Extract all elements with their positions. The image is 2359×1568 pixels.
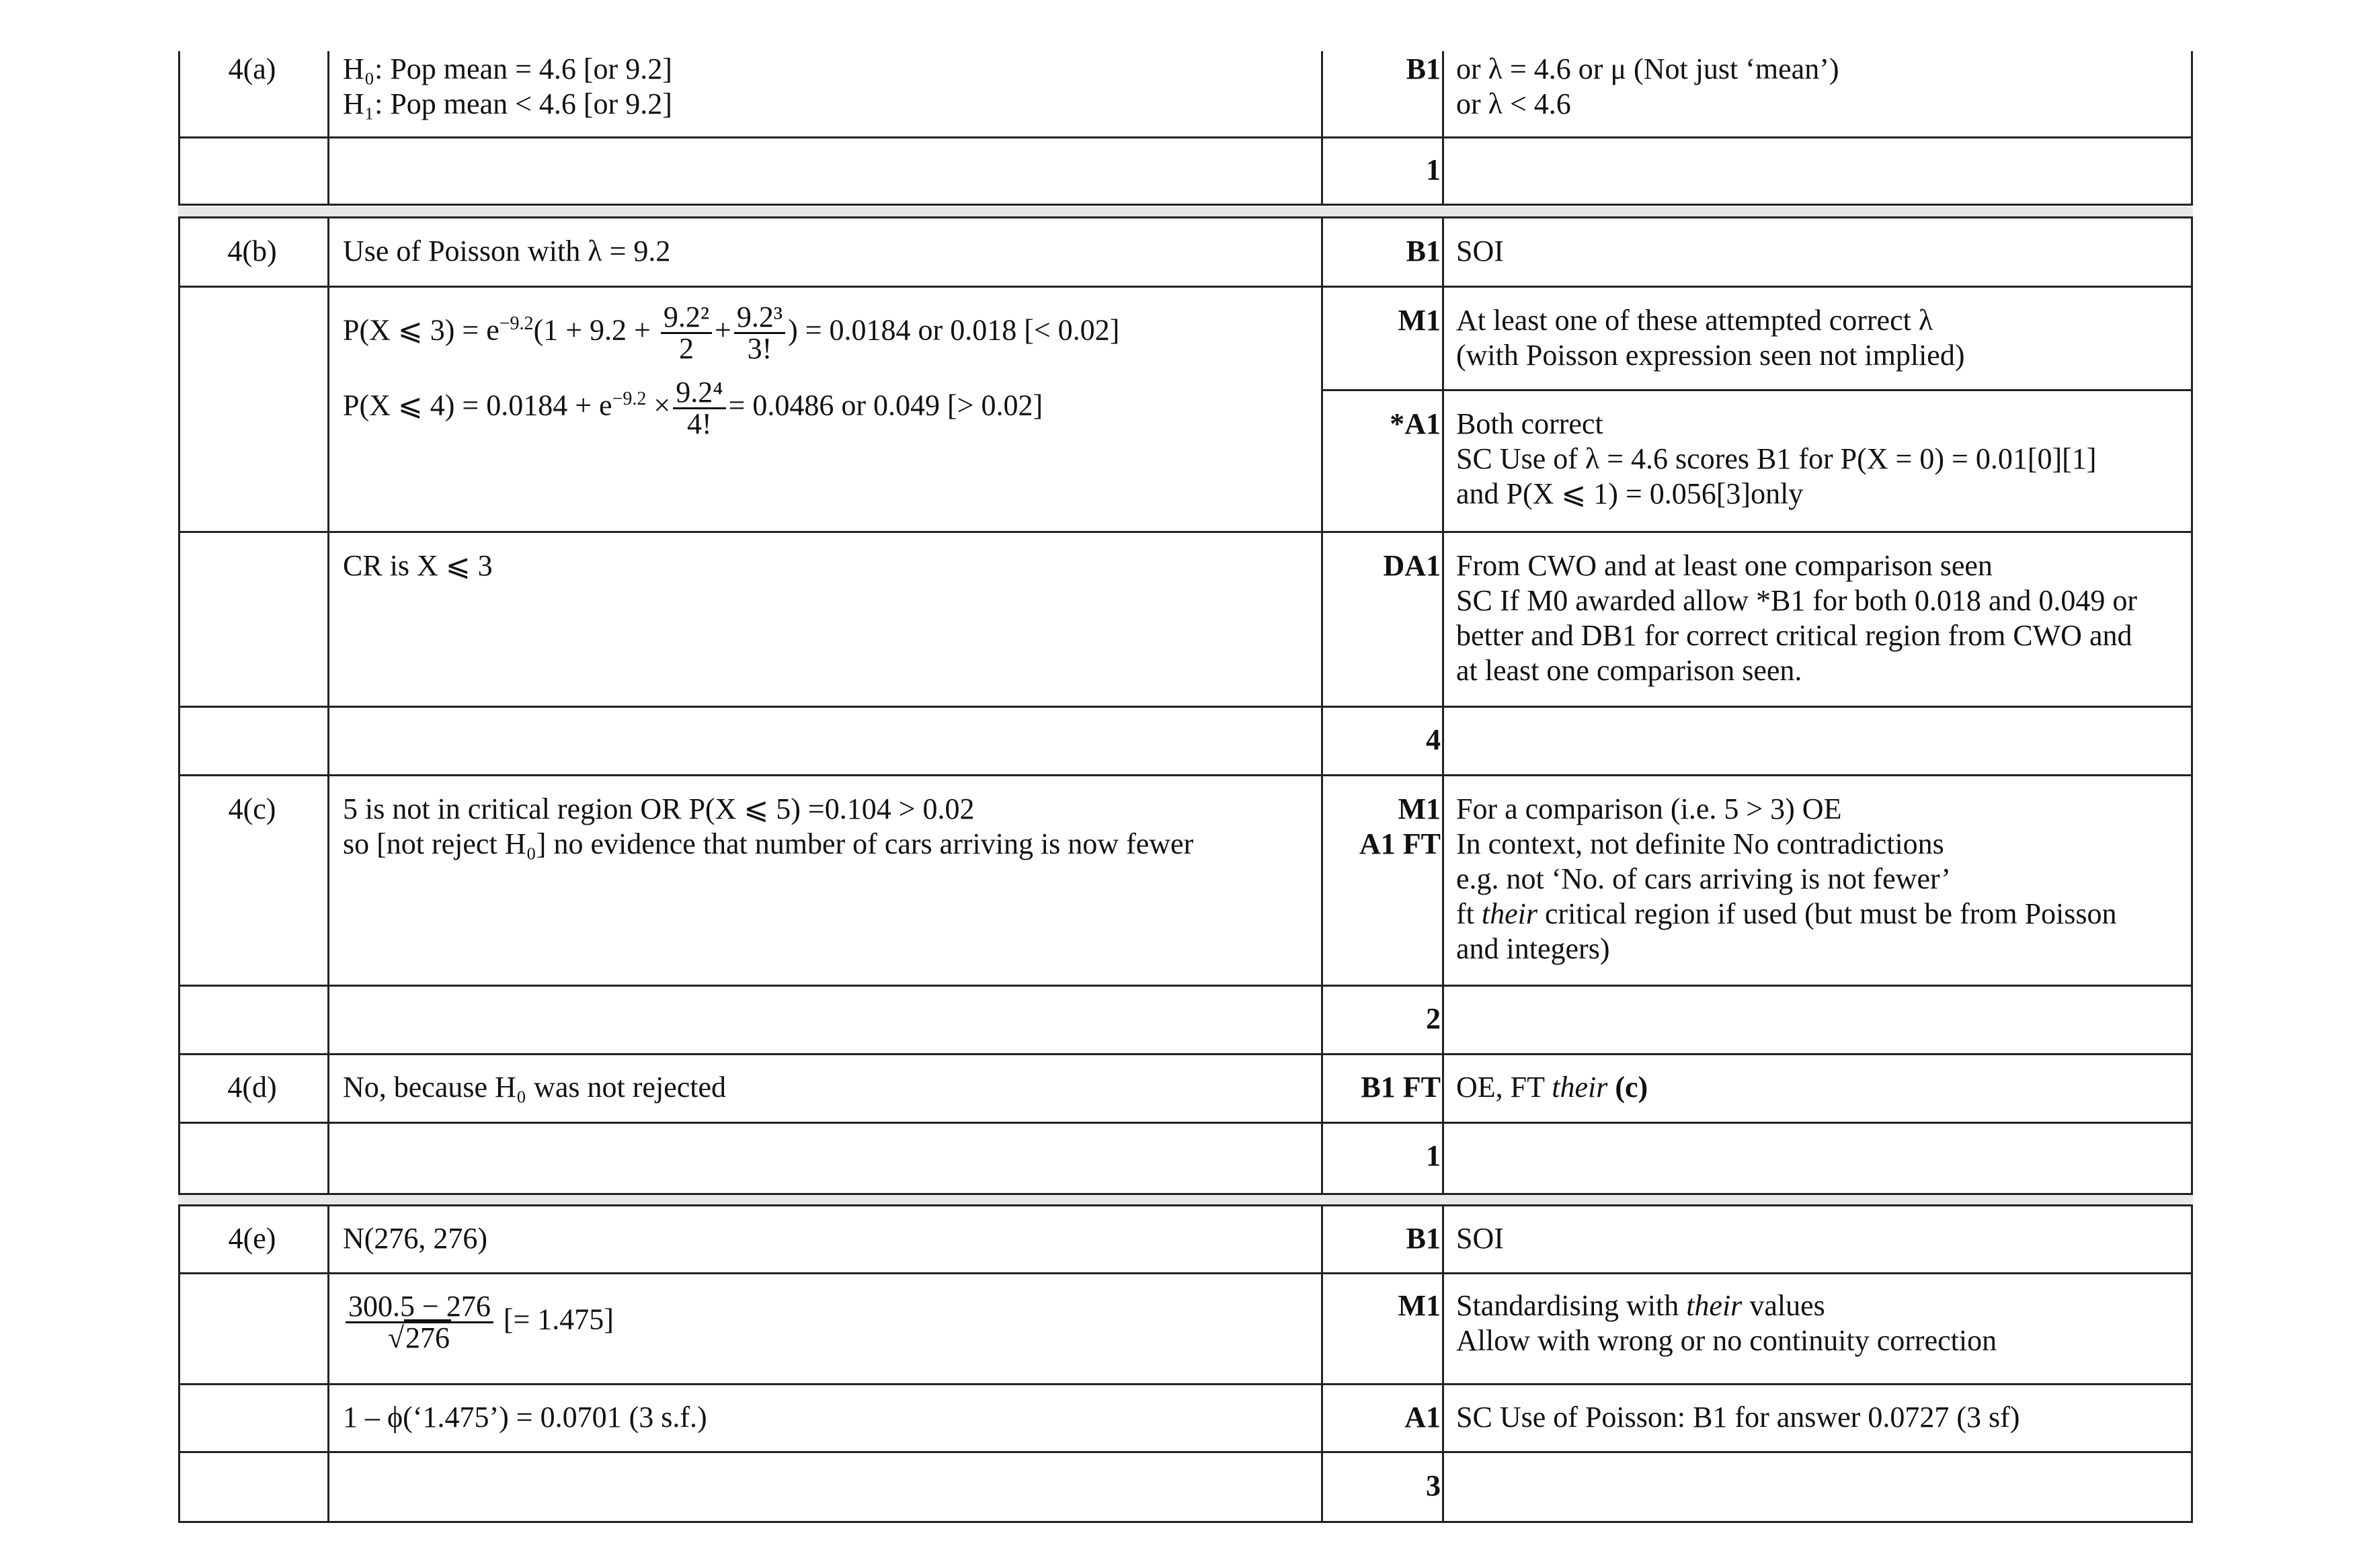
guidance-line: better and DB1 for correct critical region from CWO and: [1456, 619, 2132, 652]
total-marks: 3: [1426, 1469, 1441, 1502]
total-marks: 4: [1426, 723, 1441, 756]
guidance-line: and integers): [1456, 932, 1610, 965]
answer-probability: 1 – ϕ(‘1.475’) = 0.0701 (3 s.f.): [343, 1401, 707, 1434]
answer-line: No, because H₀ was not rejected: [343, 1071, 727, 1104]
guidance-line: (with Poisson expression seen not implied): [1456, 339, 1965, 372]
guidance-line: Both correct: [1456, 407, 1603, 440]
formula-standardise: $\frac{300.5 - 276}{√276}$ [= 1.475]: [343, 1292, 614, 1353]
mark: *A1: [1390, 407, 1441, 440]
guidance-line: In context, not definite No contradictions: [1456, 827, 1944, 860]
question-number: 4(b): [227, 235, 277, 267]
table-4b-4d: [178, 216, 2193, 1195]
mark: A1: [1404, 1401, 1441, 1434]
total-marks: 1: [1426, 1139, 1441, 1172]
fraction: $\frac{\text{9.2³}}{3!}$: [734, 302, 785, 364]
formula-p-le-4: P(X ⩽ $4) = 0.0184 + e^{-9.2}$ × $\frac{\text{9.2⁴}}{4!}$ = 0.0486 or 0.049 [> 0.02]: [343, 376, 1043, 440]
question-number: 4(d): [227, 1071, 277, 1104]
guidance-line: and P(X ⩽ 1) = 0.056[3]only: [1456, 477, 1804, 510]
total-marks: 1: [1426, 153, 1441, 186]
guidance-line: or λ < 4.6: [1456, 87, 1571, 120]
mark: M1: [1398, 1289, 1441, 1322]
mark: B1: [1406, 1222, 1441, 1255]
mark: DA1: [1383, 549, 1441, 582]
table-4a: [178, 51, 2193, 206]
guidance-line: SC Use of λ = 4.6 scores B1 for P(X = 0) = 0.01[0][1]: [1456, 442, 2097, 475]
answer-line: 5 is not in critical region OR P(X ⩽ 5) =0.104 > 0.02: [343, 792, 975, 825]
answer-normal-approx: N(276, 276): [343, 1222, 488, 1255]
mark: A1 FT: [1359, 827, 1441, 860]
question-number: 4(c): [228, 792, 276, 825]
fraction: $\frac{\text{9.2⁴}}{4!}$: [673, 378, 725, 439]
guidance-line: For a comparison (i.e. 5 > 3) OE: [1456, 792, 1842, 825]
mark: B1 FT: [1361, 1071, 1441, 1104]
mark: B1: [1406, 52, 1441, 85]
guidance-line: at least one comparison seen.: [1456, 654, 1802, 687]
fraction: $\frac{300.5 - 276}{√276}$: [346, 1292, 493, 1353]
mark: M1: [1398, 792, 1441, 825]
guidance-line: OE, FT their (c): [1456, 1071, 1648, 1104]
guidance-line: SC Use of Poisson: B1 for answer 0.0727 (3 sf): [1456, 1401, 2020, 1434]
guidance-line: SC If M0 awarded allow *B1 for both 0.018 and 0.049 or: [1456, 584, 2138, 617]
table-4e: [178, 1204, 2193, 1523]
guidance-line: ft their critical region if used (but must be from Poisson: [1456, 897, 2117, 930]
section-divider: [178, 1195, 2193, 1204]
question-number: 4(a): [228, 52, 276, 85]
guidance-line: At least one of these attempted correct λ: [1456, 304, 1933, 337]
fraction: $\frac{\text{9.2²}}{2}$: [661, 302, 712, 364]
guidance-line: or λ = 4.6 or μ (Not just ‘mean’): [1456, 52, 1839, 85]
mark: M1: [1398, 304, 1441, 337]
guidance-line: Allow with wrong or no continuity correction: [1456, 1324, 1997, 1357]
mark: B1: [1406, 235, 1441, 267]
hypothesis-h1: H₁: Pop mean < 4.6 [or 9.2]: [343, 87, 672, 120]
hypothesis-h0: H₀: Pop mean = 4.6 [or 9.2]: [343, 52, 672, 85]
formula-p-le-3: P(X ⩽ $3) = e^{-9.2}(1 + 9.2$ + $\frac{\text{9.2²}}{2}$ + $\frac{\text{9.2³}}{3!}$ ) = 0.0184 or 0.018 [< 0.02]: [343, 300, 1120, 365]
answer-critical-region: CR is X ⩽ 3: [343, 549, 493, 582]
answer-line: so [not reject H₀] no evidence that number of cars arriving is now fewer: [343, 827, 1194, 860]
total-marks: 2: [1426, 1002, 1441, 1035]
guidance-line: e.g. not ‘No. of cars arriving is not fewer’: [1456, 862, 1951, 895]
section-divider: [178, 207, 2193, 216]
question-number: 4(e): [228, 1222, 276, 1255]
guidance-line: SOI: [1456, 1222, 1504, 1255]
guidance-line: SOI: [1456, 235, 1504, 267]
guidance-line: Standardising with their values: [1456, 1289, 1825, 1322]
guidance-line: From CWO and at least one comparison seen: [1456, 549, 1993, 582]
answer-poisson-use: Use of Poisson with λ = 9.2: [343, 235, 671, 267]
